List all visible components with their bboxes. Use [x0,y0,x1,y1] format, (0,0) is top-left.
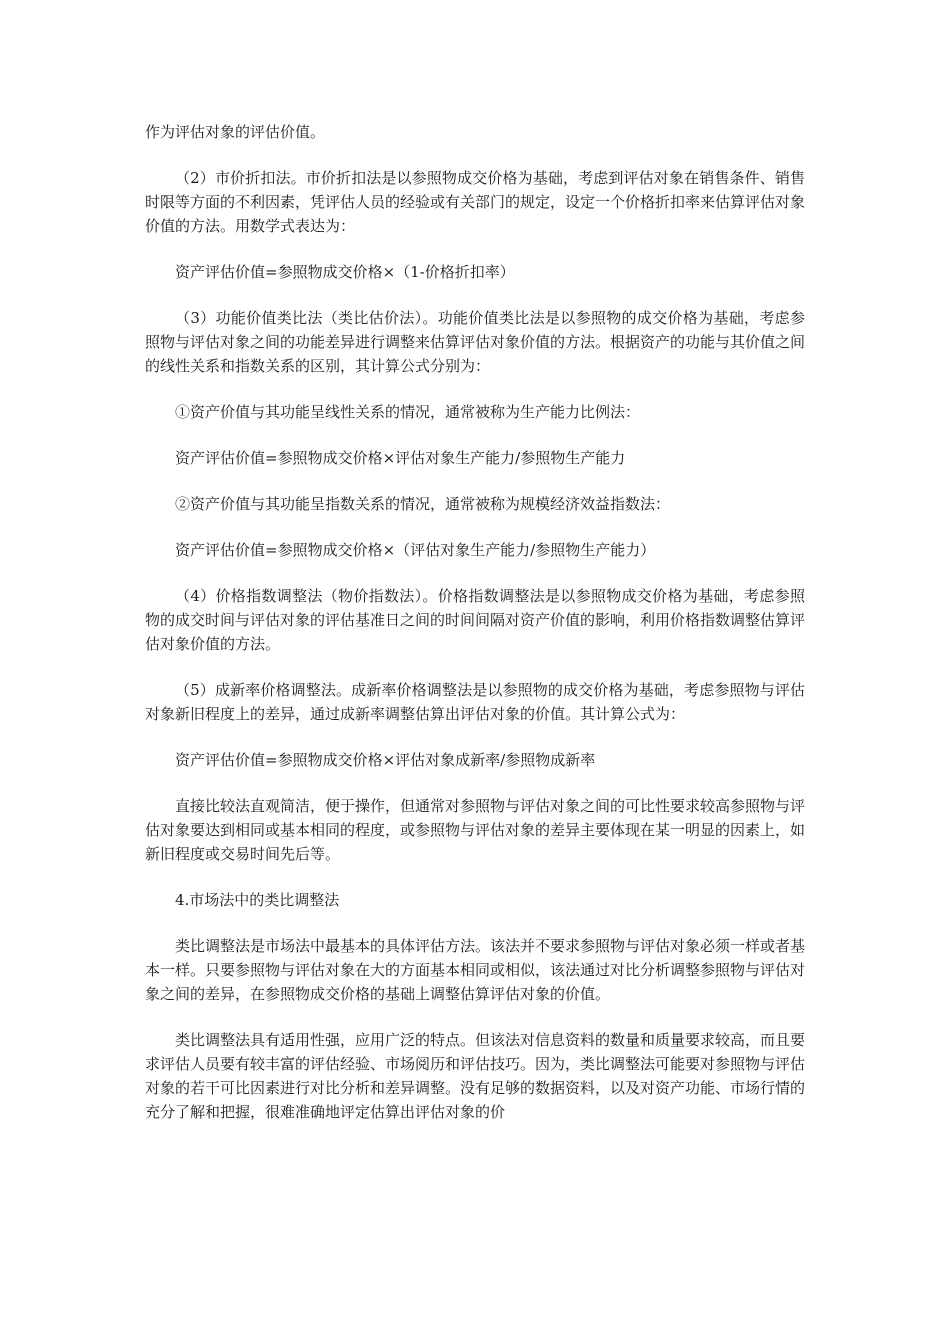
paragraph-analogy-adjustment-features: 类比调整法具有适用性强，应用广泛的特点。但该法对信息资料的数量和质量要求较高，而且要求评估人员要有较丰富的评估经验、市场阅历和评估技巧。因为，类比调整法可能要对参照物与评估对象的若干可比因素进行对比分析和差异调整。没有足够的数据资料，以及对资产功能、市场行情的充分了解和把握，很难准确地评定估算出评估对象的价 [145,1031,806,1121]
paragraph-continuation: 作为评估对象的评估价值。 [145,123,326,141]
paragraph-functional-value-analogy: （3）功能价值类比法（类比估价法）。功能价值类比法是以参照物的成交价格为基础，考虑参照物与评估对象之间的功能差异进行调整来估算评估对象价值的方法。根据资产的功能与其价值之间的线性关系和指数关系的区别，其计算公式分别为： [145,309,806,375]
paragraph-market-discount-method: （2）市价折扣法。市价折扣法是以参照物成交价格为基础，考虑到评估对象在销售条件、销售时限等方面的不利因素，凭评估人员的经验或有关部门的规定，设定一个价格折扣率来估算评估对象价值的方法。用数学式表达为： [145,169,806,235]
document-page [145,120,805,1146]
section-heading-analogy-adjustment: 4.市场法中的类比调整法 [175,891,340,909]
paragraph-newness-rate-adjustment: （5）成新率价格调整法。成新率价格调整法是以参照物的成交价格为基础，考虑参照物与评估对象新旧程度上的差异，通过成新率调整估算出评估对象的价值。其计算公式为： [145,681,805,723]
formula-newness-rate: 资产评估价值=参照物成交价格×评估对象成新率/参照物成新率 [175,751,596,769]
formula-scale-economy-index: 资产评估价值=参照物成交价格×（评估对象生产能力/参照物生产能力） [175,541,656,559]
paragraph-exponential-relation: ②资产价值与其功能呈指数关系的情况，通常被称为规模经济效益指数法： [175,495,671,513]
paragraph-direct-comparison-summary: 直接比较法直观简洁，便于操作，但通常对参照物与评估对象之间的可比性要求较高参照物与评估对象要达到相同或基本相同的程度，或参照物与评估对象的差异主要体现在某一明显的因素上，如新旧程度或交易时间先后等。 [145,797,806,863]
paragraph-analogy-adjustment-definition: 类比调整法是市场法中最基本的具体评估方法。该法并不要求参照物与评估对象必须一样或者基本一样。只要参照物与评估对象在大的方面基本相同或相似，该法通过对比分析调整参照物与评估对象之间的差异，在参照物成交价格的基础上调整估算评估对象的价值。 [145,937,806,1003]
formula-discount: 资产评估价值=参照物成交价格×（1-价格折扣率） [175,263,515,281]
formula-capacity-ratio: 资产评估价值=参照物成交价格×评估对象生产能力/参照物生产能力 [175,449,626,467]
paragraph-price-index-adjustment: （4）价格指数调整法（物价指数法）。价格指数调整法是以参照物成交价格为基础，考虑参照物的成交时间与评估对象的评估基准日之间的时间间隔对资产价值的影响，利用价格指数调整估算评估对象价值的方法。 [145,587,806,653]
paragraph-linear-relation: ①资产价值与其功能呈线性关系的情况，通常被称为生产能力比例法： [175,403,641,421]
